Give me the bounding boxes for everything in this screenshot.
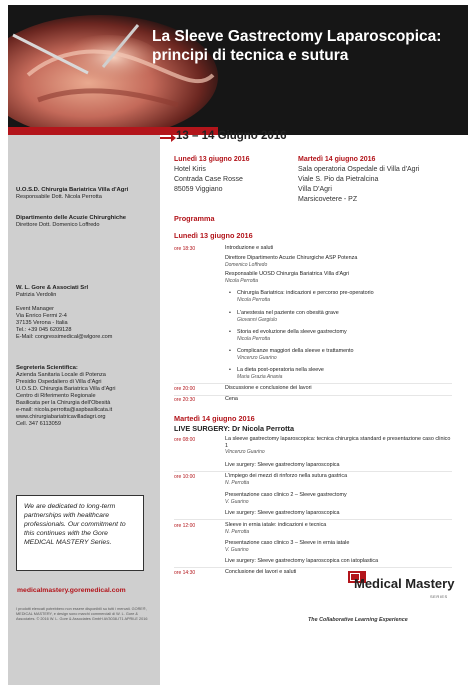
time-slot: ore 14:30: [174, 570, 196, 576]
organizer-unit-2: Dipartimento delle Acuzie Chirurghiche Direttore Dott. Domenico Loffredo: [16, 215, 127, 228]
venue-day-1: Lunedì 13 giugno 2016 Hotel Kiris Contrada Case Rosse 85059 Viggiano: [174, 156, 250, 193]
contact-email: E-Mail: congressimedical@wlgore.com: [16, 334, 113, 340]
legal-fineprint: I prodotti elencati potrebbero non essere disponibili su tutti i mercati. GORE®, MEDICAL MASTERY, e design sono marchi commerciali di W. L. Gore & Associates. © 2016 W. L. Gore & Associates GmbH AV3038-IT1 APRILE 2016: [16, 607, 148, 621]
program-item: Sleeve in ernia iatale: indicazioni e tecnica N. Perrotta: [225, 522, 327, 535]
page-title: [152, 27, 462, 65]
program-item: Introduzione e saluti: [225, 245, 274, 251]
program-item: Presentazione caso clinico 2 – Sleeve gastrectomy V. Guarino: [225, 492, 347, 505]
time-slot: ore 20:30: [174, 397, 196, 403]
sidebar: [8, 135, 160, 685]
day-1-heading: Lunedì 13 giugno 2016: [174, 231, 253, 240]
program-item: Responsabile UOSD Chirurgia Bariatrica Villa d'Agri Nicola Perrotta: [225, 271, 350, 284]
time-slot: ore 10:00: [174, 474, 196, 480]
program-item: • La dieta post-operatoria nella sleeve Maria Grazia Anania: [237, 367, 463, 380]
day-2-heading: Martedì 14 giugno 2016: [174, 414, 255, 423]
program-title: Programma: [174, 214, 215, 223]
program-item: Discussione e conclusione dei lavori: [225, 385, 312, 391]
tagline: The Collaborative Learning Experience: [308, 617, 408, 623]
divider: [174, 567, 452, 568]
organizer-unit-1: U.O.S.D. Chirurgia Bariatrica Villa d'Agri Responsabile Dott. Nicola Perrotta: [16, 187, 129, 200]
website-link[interactable]: medicalmastery.goremedical.com: [17, 587, 126, 594]
title-line-1: La Sleeve Gastrectomy Laparoscopica:: [152, 28, 442, 45]
program-item: • Storia ed evoluzione della sleeve gastrectomy Nicola Perrotta: [237, 329, 463, 342]
program-item: Direttore Dipartimento Acuzie Chirurgiche ASP Potenza Domenico Loffredo: [225, 255, 358, 268]
event-date: 13 – 14 Giugno 2016: [176, 130, 287, 142]
program-item: Live surgery: Sleeve gastrectomy laparoscopica: [225, 462, 340, 468]
program-item: Live surgery: Sleeve gastrectomy laparoscopica con iatoplastica: [225, 558, 379, 564]
time-slot: ore 20:00: [174, 386, 196, 392]
program-item: • Chirurgia Bariatrica: indicazioni e percorso pre-operatorio Nicola Perrotta: [237, 290, 463, 303]
program-item: • Complicanze maggiori della sleeve e trattamento Vincenzo Guarino: [237, 348, 463, 361]
surgery-photo: [8, 5, 218, 135]
time-slot: ore 08:00: [174, 437, 196, 443]
divider: [174, 383, 452, 384]
program-item: Presentazione caso clinico 3 – Sleeve in ernia iatale V. Guarino: [225, 540, 350, 553]
divider: [174, 471, 452, 472]
program-item: Live surgery: Sleeve gastrectomy laparoscopica: [225, 510, 340, 516]
time-slot: ore 12:00: [174, 523, 196, 529]
mission-box: We are dedicated to long-term partnerships with healthcare professionals. Our commitment to this continues with the Gore MEDICAL MASTERY Series.: [16, 495, 144, 571]
program-item: La sleeve gastrectomy laparoscopica: tecnica chirurgica standard e presentazione caso clinico 1 Vincenzo Guarino: [225, 436, 451, 456]
day-2-subheading: LIVE SURGERY: Dr Nicola Perrotta: [174, 424, 295, 433]
gore-contact: W. L. Gore & Associati Srl Patrizia Verdolin Event Manager Via Enrico Fermi 2-4 37135 Verona - Italia Tel.: +39 045 6209128 E-Mail: congressimedical@wlgore.com: [16, 285, 113, 340]
segreteria-scientifica: Segreteria Scientifica: Azienda Sanitaria Locale di Potenza Presidio Ospedaliero di Villa d'Agri U.O.S.D. Chirurgia Bariatrica Villa d'Agri Centro di Riferimento Regionale Basilicata per la Chirurgia dell'Obesità e-mail: nicola.perrotta@aspbasilicata.it www.chirurgiabariatricavilladagri.org Cell. 347 6113059: [16, 365, 116, 427]
title-line-2: principi di tecnica e sutura: [152, 47, 349, 64]
header-banner: [8, 5, 468, 135]
divider: [174, 519, 452, 520]
program-item: Cena: [225, 396, 238, 402]
flyer-page: [8, 5, 468, 685]
venue-day-2: Martedì 14 giugno 2016 Sala operatoria Ospedale di Villa d'Agri Viale S. Pio da Pietralcina Villa D'Agri Marsicovetere - PZ: [298, 156, 420, 203]
arrow-icon: [160, 137, 174, 139]
medical-mastery-logo: Medical Mastery: [354, 576, 455, 591]
program-item: • L'anestesia nel paziente con obesità grave Giovanni Gargiulo: [237, 310, 463, 323]
program-item: L'impiego dei mezzi di rinforzo nella sutura gastrica N. Perrotta: [225, 473, 348, 486]
program-item: Conclusione dei lavori e saluti: [225, 569, 297, 575]
time-slot: ore 18:30: [174, 246, 196, 252]
series-label: SERIES: [430, 594, 448, 599]
